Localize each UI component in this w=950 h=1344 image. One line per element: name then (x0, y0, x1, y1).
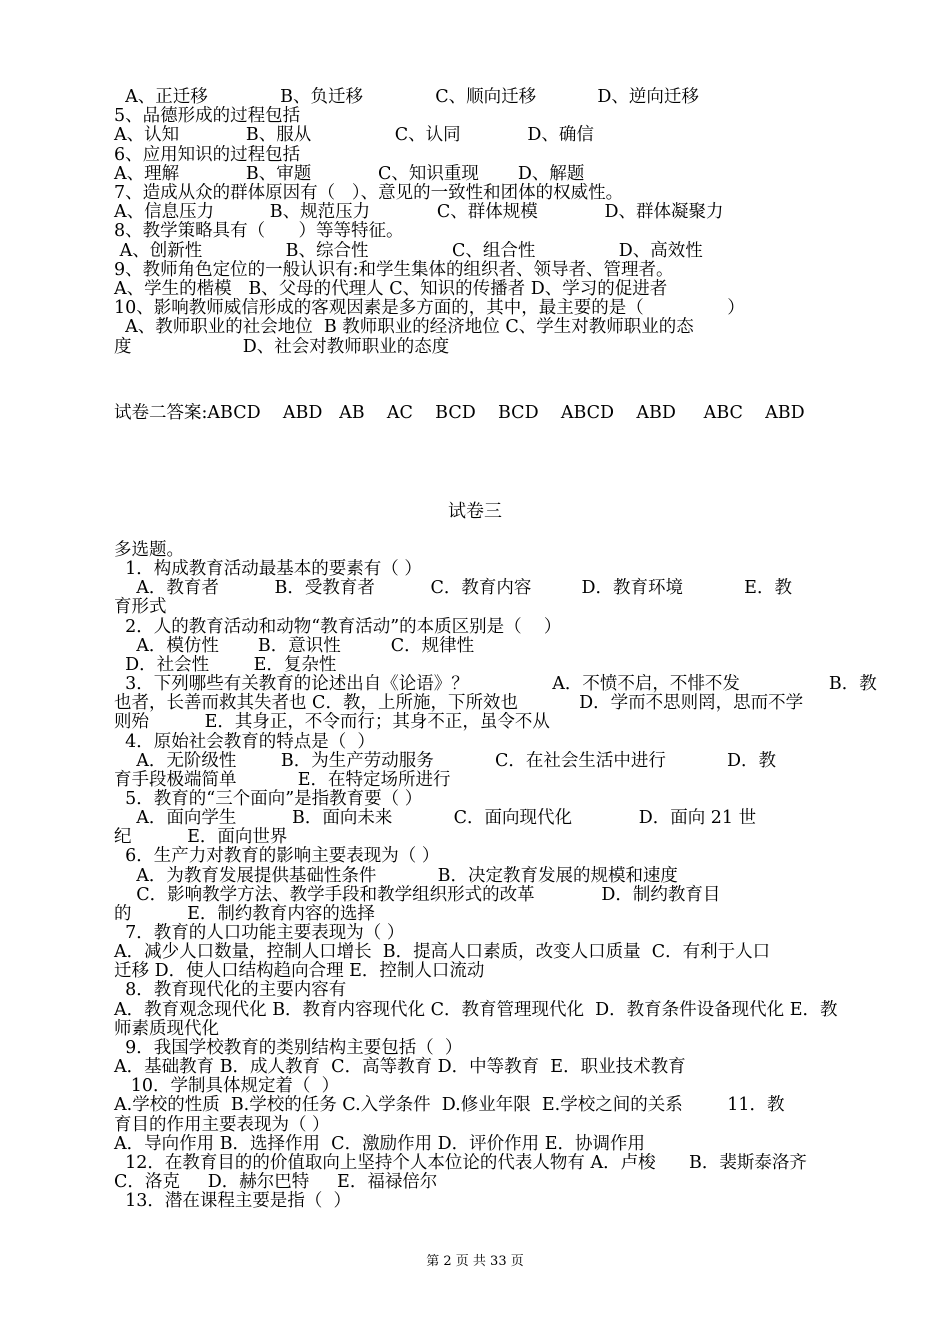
question-text-line: A．基础教育 B．成人教育 C．高等教育 D．中等教育 E．职业技术教育 (114, 1057, 686, 1078)
question-text-line: A．导向作用 B．选择作用 C．激励作用 D．评价作用 E．协调作用 (114, 1133, 646, 1154)
question-text-line: A．教育观念现代化 B．教育内容现代化 C．教育管理现代化 D．教育条件设备现代化 E．教 (114, 999, 838, 1020)
question-text-line: 1．构成教育活动最基本的要素有（ ） (114, 559, 422, 580)
question-text-line: 7．教育的人口功能主要表现为（ ） (114, 923, 405, 943)
question-text-line: 则殆 E．其身正，不令而行；其身不正，虽令不从 (114, 712, 550, 733)
exam-text-line: 9、教师角色定位的一般认识有:和学生集体的组织者、领导者、管理者。 (114, 259, 674, 280)
question-text-line: A．教育者 B．受教育者 C．教育内容 D．教育环境 E．教 (114, 578, 792, 599)
question-text-line: 2．人的教育活动和动物“教育活动”的本质区别是（ ） (114, 616, 562, 637)
question-text-line: A．无阶级性 B．为生产劳动服务 C．在社会生活中进行 D．教 (114, 750, 777, 771)
exam-text-line: A、创新性 B、综合性 C、组合性 D、高效性 (114, 240, 703, 261)
question-text-line: C．洛克 D．赫尔巴特 E．福禄倍尔 (114, 1171, 438, 1192)
exam-text-line: A、信息压力 B、规范压力 C、群体规模 D、群体凝聚力 (114, 202, 724, 223)
exam-text-line: 10、影响教师威信形成的客观因素是多方面的，其中，最主要的是（ ） (114, 298, 745, 319)
question-text-line: 育手段极端简单 E．在特定场所进行 (114, 769, 451, 790)
question-text-line: 的 E．制约教育内容的选择 (114, 903, 375, 924)
exam-text-line: 度 D、社会对教师职业的态度 (114, 336, 450, 357)
question-text-line: A．模仿性 B．意识性 C．规律性 (114, 635, 475, 656)
question-text-line: 4．原始社会教育的特点是（ ） (114, 731, 375, 752)
exam-text-line: A、教师职业的社会地位 B 教师职业的经济地位 C、学生对教师职业的态 (114, 317, 694, 338)
exam-two-answers: 试卷二答案:ABCD ABD AB AC BCD BCD ABCD ABD ABC ABD (114, 403, 805, 423)
exam-text-line: A、认知 B、服从 C、认同 D、确信 (114, 125, 594, 146)
question-text-line: 8．教育现代化的主要内容有 (114, 980, 347, 1001)
exam-text-line: 5、品德形成的过程包括 (114, 106, 301, 127)
question-text-line: A．面向学生 B．面向未来 C．面向现代化 D．面向 21 世 (114, 808, 757, 829)
question-text-line: 迁移 D．使人口结构趋向合理 E．控制人口流动 (114, 961, 485, 982)
page-footer: 第 2 页 共 33 页 (426, 1254, 524, 1269)
question-text-line: 纪 E．面向世界 (114, 827, 288, 848)
exam-text-line: 6、应用知识的过程包括 (114, 144, 301, 165)
question-text-line: 6．生产力对教育的影响主要表现为（ ） (114, 846, 440, 867)
question-text-line: 13．潜在课程主要是指（ ） (114, 1191, 352, 1212)
question-text-line: C．影响教学方法、教学手段和教学组织形式的改革 D．制约教育目 (114, 884, 721, 905)
exam-text-line: 7、造成从众的群体原因有（ ）、意见的一致性和团体的权威性。 (114, 183, 624, 203)
question-text-line: A．为教育发展提供基础性条件 B．决定教育发展的规模和速度 (114, 865, 678, 886)
question-text-line: 多选题。 (114, 540, 184, 560)
question-text-line: 育形式 (114, 597, 167, 618)
question-text-line: 9．我国学校教育的类别结构主要包括（ ） (114, 1037, 463, 1058)
exam-text-line: 8、教学策略具有（ ）等等特征。 (114, 221, 404, 242)
question-text-line: 10．学制具体规定着（ ） (114, 1076, 340, 1097)
exam-text-line: A、理解 B、审题 C、知识重现 D、解题 (114, 163, 585, 184)
question-text-line: 3．下列哪些有关教育的论述出自《论语》？ A．不愤不启，不悱不发 B．教 (114, 674, 877, 695)
question-text-line: A．减少人口数量，控制人口增长 B．提高人口素质，改变人口质量 C．有利于人口 (114, 942, 771, 963)
question-text-line: D．社会性 E．复杂性 (114, 654, 337, 675)
question-text-line: A.学校的性质 B.学校的任务 C.入学条件 D.修业年限 E.学校之间的关系 11．教 (114, 1095, 785, 1116)
question-text-line: 育目的作用主要表现为（ ） (114, 1114, 330, 1135)
question-text-line: 12．在教育目的的价值取向上坚持个人本位论的代表人物有 A．卢梭 B．裴斯泰洛齐 (114, 1152, 807, 1173)
exam-text-line: A、学生的楷模 B、父母的代理人 C、知识的传播者 D、学习的促进者 (114, 279, 668, 299)
question-text-line: 5．教育的“三个面向”是指教育要（ ） (114, 788, 423, 809)
exam-text-line: A、正迁移 B、负迁移 C、顺向迁移 D、逆向迁移 (114, 87, 699, 107)
question-text-line: 也者，长善而救其失者也 C．教，上所施，下所效也 D．学而不思则罔，思而不学 (114, 693, 804, 714)
question-text-line: 师素质现代化 (114, 1018, 219, 1039)
exam-three-title: 试卷三 (448, 501, 502, 522)
